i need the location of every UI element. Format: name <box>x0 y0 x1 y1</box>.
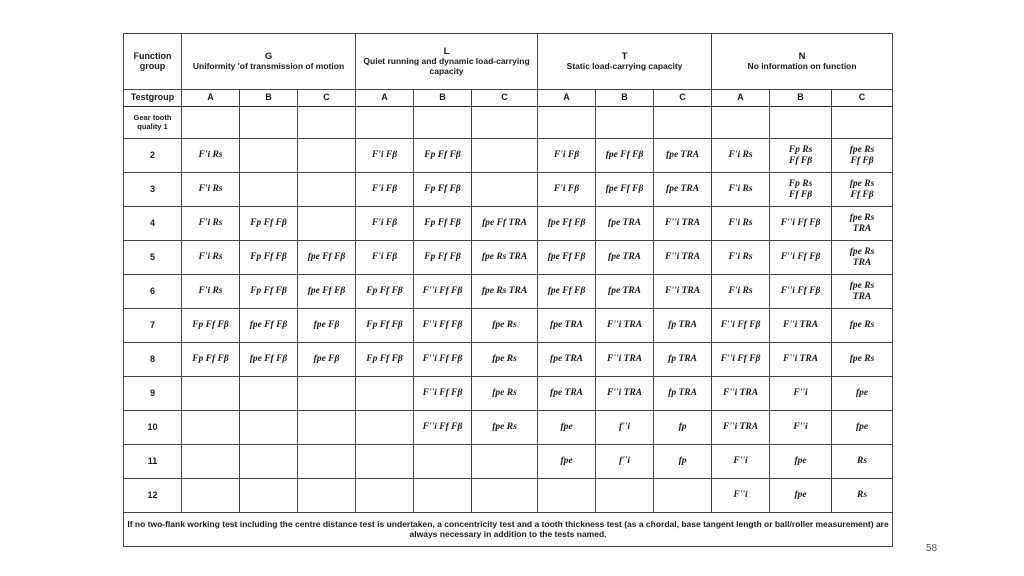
table-row <box>124 479 893 513</box>
table-cell <box>356 107 414 139</box>
table-cell <box>298 411 356 445</box>
table-cell: fpe <box>770 479 832 513</box>
table-cell <box>182 445 240 479</box>
table-cell <box>298 445 356 479</box>
page-number: 58 <box>926 543 938 554</box>
gear-test-table <box>123 33 893 547</box>
table-row <box>124 445 893 479</box>
table-row <box>124 309 893 343</box>
table-cell: fpe <box>770 445 832 479</box>
table-cell: F''i TRA <box>712 377 770 411</box>
table-cell: Fp Ff Fβ <box>356 275 414 309</box>
table-cell: Fp Ff Fβ <box>182 343 240 377</box>
table-cell <box>240 107 298 139</box>
testgroup-col-7: B <box>596 90 654 107</box>
table-cell: fpe Ff Fβ <box>538 275 596 309</box>
table-cell <box>298 139 356 173</box>
table-cell <box>298 479 356 513</box>
testgroup-col-2: C <box>298 90 356 107</box>
table-cell: F'i Rs <box>182 241 240 275</box>
quality-label: 7 <box>124 309 182 343</box>
table-cell <box>596 107 654 139</box>
table-cell: fp TRA <box>654 377 712 411</box>
table-cell: fpe TRA <box>538 377 596 411</box>
table-cell: F'i Rs <box>182 207 240 241</box>
table-cell: F'i Rs <box>712 207 770 241</box>
table-cell <box>654 107 712 139</box>
table-cell: F''i Ff Fβ <box>414 377 472 411</box>
table-cell: Fp Ff Fβ <box>240 207 298 241</box>
group-l-letter: L <box>443 45 450 57</box>
table-cell <box>240 445 298 479</box>
table-cell: fpe Rs <box>472 377 538 411</box>
table-cell: fpe Rs <box>832 309 893 343</box>
table-cell: F'i Rs <box>712 275 770 309</box>
table-cell: F''i <box>712 445 770 479</box>
table-cell: fpe Fβ <box>298 309 356 343</box>
table-cell: F''i Ff Fβ <box>712 343 770 377</box>
table-cell: fpe Ff Fβ <box>240 343 298 377</box>
table-cell: fpe TRA <box>538 309 596 343</box>
testgroup-col-6: A <box>538 90 596 107</box>
quality-label: 6 <box>124 275 182 309</box>
table-cell: F''i TRA <box>712 411 770 445</box>
quality-label: 10 <box>124 411 182 445</box>
table-cell: F''i Ff Fβ <box>414 343 472 377</box>
group-l-header <box>356 34 538 90</box>
table-cell <box>240 411 298 445</box>
table-cell: fpe TRA <box>596 207 654 241</box>
table-cell: fpe Ff Fβ <box>596 139 654 173</box>
table-cell: F'i Rs <box>712 139 770 173</box>
footnote-text: If no two-flank working test including the centre distance test is undertaken, a concentricity test and a tooth thickness test (as a chordal, base tangent length or ball/roller measurement) are always necessary in addition to the tests named. <box>124 513 893 547</box>
table-cell: f''i <box>596 445 654 479</box>
table-cell: Fp Ff Fβ <box>414 241 472 275</box>
quality-label: 8 <box>124 343 182 377</box>
table-cell <box>596 479 654 513</box>
table-cell: F'i Rs <box>712 241 770 275</box>
testgroup-col-4: B <box>414 90 472 107</box>
testgroup-col-11: C <box>832 90 893 107</box>
table-cell <box>472 107 538 139</box>
table-cell: F''i TRA <box>654 241 712 275</box>
table-cell <box>182 107 240 139</box>
table-cell: fpe <box>538 445 596 479</box>
table-cell: Fp Rs Ff Fβ <box>770 173 832 207</box>
table-cell: F''i <box>712 479 770 513</box>
table-cell: fpe Rs <box>472 411 538 445</box>
group-g-header <box>182 34 356 90</box>
table-cell: fpe TRA <box>596 241 654 275</box>
table-cell: Rs <box>832 445 893 479</box>
table-cell: F'i Fβ <box>356 241 414 275</box>
table-row <box>124 377 893 411</box>
function-group-label: Function group <box>124 34 182 90</box>
table-cell: fpe <box>538 411 596 445</box>
table-cell <box>182 377 240 411</box>
table-cell <box>414 479 472 513</box>
table-cell <box>538 107 596 139</box>
group-l-title: Quiet running and dynamic load-carrying capacity <box>363 56 530 76</box>
gear-test-table-container <box>123 33 892 539</box>
table-cell: fpe Ff Fβ <box>538 207 596 241</box>
table-cell: fp TRA <box>654 309 712 343</box>
table-cell: fpe TRA <box>654 173 712 207</box>
table-cell: fpe Rs <box>472 309 538 343</box>
table-cell: Fp Ff Fβ <box>414 207 472 241</box>
table-cell: fpe Rs Ff Fβ <box>832 139 893 173</box>
table-cell: F''i TRA <box>654 207 712 241</box>
quality-1-row <box>124 107 893 139</box>
table-cell: fp <box>654 411 712 445</box>
table-cell: fpe Ff Fβ <box>240 309 298 343</box>
table-cell: fpe Ff TRA <box>472 207 538 241</box>
table-cell <box>472 173 538 207</box>
table-cell <box>356 445 414 479</box>
table-cell: fpe Rs <box>472 343 538 377</box>
table-row <box>124 275 893 309</box>
group-n-header <box>712 34 893 90</box>
table-cell: Fp Ff Fβ <box>240 241 298 275</box>
table-cell: fpe Ff Fβ <box>596 173 654 207</box>
table-cell: fpe Ff Fβ <box>298 275 356 309</box>
table-cell: fpe Rs TRA <box>832 275 893 309</box>
table-cell: F'i Rs <box>182 139 240 173</box>
table-cell <box>356 377 414 411</box>
table-cell: F'i Rs <box>182 275 240 309</box>
table-cell: fpe Rs Ff Fβ <box>832 173 893 207</box>
table-cell: Rs <box>832 479 893 513</box>
table-cell: fpe Rs TRA <box>472 241 538 275</box>
table-cell: F''i TRA <box>770 343 832 377</box>
table-cell: f''i <box>596 411 654 445</box>
table-row <box>124 207 893 241</box>
table-cell: fpe TRA <box>538 343 596 377</box>
table-cell: F''i Ff Fβ <box>414 309 472 343</box>
table-cell: Fp Ff Fβ <box>414 139 472 173</box>
quality-label: 5 <box>124 241 182 275</box>
group-t-header <box>538 34 712 90</box>
table-cell: F''i TRA <box>654 275 712 309</box>
quality-label: 3 <box>124 173 182 207</box>
group-t-letter: T <box>621 50 628 62</box>
table-cell: fpe TRA <box>654 139 712 173</box>
table-cell <box>298 377 356 411</box>
testgroup-col-9: A <box>712 90 770 107</box>
table-cell: F''i Ff Fβ <box>770 207 832 241</box>
table-cell: Fp Ff Fβ <box>356 309 414 343</box>
table-row <box>124 139 893 173</box>
table-cell: fpe Rs TRA <box>832 241 893 275</box>
table-cell: F''i TRA <box>596 377 654 411</box>
table-row <box>124 343 893 377</box>
table-cell: fpe Ff Fβ <box>538 241 596 275</box>
table-cell <box>240 377 298 411</box>
table-cell: fpe <box>832 377 893 411</box>
table-cell: F''i Ff Fβ <box>414 411 472 445</box>
table-cell <box>414 107 472 139</box>
table-cell: fpe Rs <box>832 343 893 377</box>
table-cell: Fp Ff Fβ <box>182 309 240 343</box>
table-cell: fp TRA <box>654 343 712 377</box>
group-g-letter: G <box>264 50 273 62</box>
table-cell: F''i TRA <box>596 309 654 343</box>
testgroup-col-8: C <box>654 90 712 107</box>
quality-label: 11 <box>124 445 182 479</box>
table-cell <box>182 479 240 513</box>
table-cell <box>298 173 356 207</box>
group-n-letter: N <box>798 50 806 62</box>
group-n-title: No information on function <box>747 61 857 72</box>
table-cell: fpe TRA <box>596 275 654 309</box>
testgroup-col-0: A <box>182 90 240 107</box>
table-cell <box>298 207 356 241</box>
testgroup-col-3: A <box>356 90 414 107</box>
table-cell: Fp Ff Fβ <box>240 275 298 309</box>
testgroup-header-row <box>124 90 893 107</box>
table-cell: F''i Ff Fβ <box>770 241 832 275</box>
table-cell: F''i TRA <box>770 309 832 343</box>
table-cell: fp <box>654 445 712 479</box>
table-cell <box>538 479 596 513</box>
table-cell: fpe Fβ <box>298 343 356 377</box>
table-cell: F'i Fβ <box>538 139 596 173</box>
table-cell: F'i Rs <box>712 173 770 207</box>
table-cell: F''i Ff Fβ <box>770 275 832 309</box>
table-cell <box>472 445 538 479</box>
table-cell: F''i Ff Fβ <box>712 309 770 343</box>
quality-label: 2 <box>124 139 182 173</box>
table-cell <box>182 411 240 445</box>
function-group-header-row <box>124 34 893 90</box>
group-t-title: Static load-carrying capacity <box>566 61 683 72</box>
table-row <box>124 411 893 445</box>
table-cell: F''i <box>770 411 832 445</box>
table-cell <box>832 107 893 139</box>
table-cell: Fp Ff Fβ <box>414 173 472 207</box>
table-cell: F'i Fβ <box>356 173 414 207</box>
table-cell: F''i TRA <box>596 343 654 377</box>
table-cell <box>240 479 298 513</box>
table-cell: F'i Rs <box>182 173 240 207</box>
table-cell <box>712 107 770 139</box>
quality-label: 12 <box>124 479 182 513</box>
table-cell: Fp Rs Ff Fβ <box>770 139 832 173</box>
table-cell <box>472 479 538 513</box>
table-row <box>124 173 893 207</box>
table-cell <box>298 107 356 139</box>
table-cell: fpe Rs TRA <box>832 207 893 241</box>
footnote-row <box>124 513 893 547</box>
table-cell <box>472 139 538 173</box>
quality-label: 4 <box>124 207 182 241</box>
testgroup-label: Testgroup <box>124 90 182 107</box>
table-cell: F''i Ff Fβ <box>414 275 472 309</box>
table-cell <box>240 139 298 173</box>
table-cell <box>414 445 472 479</box>
testgroup-col-5: C <box>472 90 538 107</box>
table-cell <box>654 479 712 513</box>
table-cell: fpe Ff Fβ <box>298 241 356 275</box>
table-cell: fpe Rs TRA <box>472 275 538 309</box>
table-cell: F'i Fβ <box>356 207 414 241</box>
table-cell: F''i <box>770 377 832 411</box>
group-g-title: Uniformity 'of transmission of motion <box>192 61 345 72</box>
table-cell: Fp Ff Fβ <box>356 343 414 377</box>
table-row <box>124 241 893 275</box>
table-cell: fpe <box>832 411 893 445</box>
table-cell: F'i Fβ <box>538 173 596 207</box>
quality-label: 9 <box>124 377 182 411</box>
table-cell <box>356 479 414 513</box>
testgroup-col-1: B <box>240 90 298 107</box>
table-cell <box>240 173 298 207</box>
table-cell: F'i Fβ <box>356 139 414 173</box>
testgroup-col-10: B <box>770 90 832 107</box>
table-cell <box>356 411 414 445</box>
quality-1-label: Gear tooth quality 1 <box>124 107 182 139</box>
table-cell <box>770 107 832 139</box>
